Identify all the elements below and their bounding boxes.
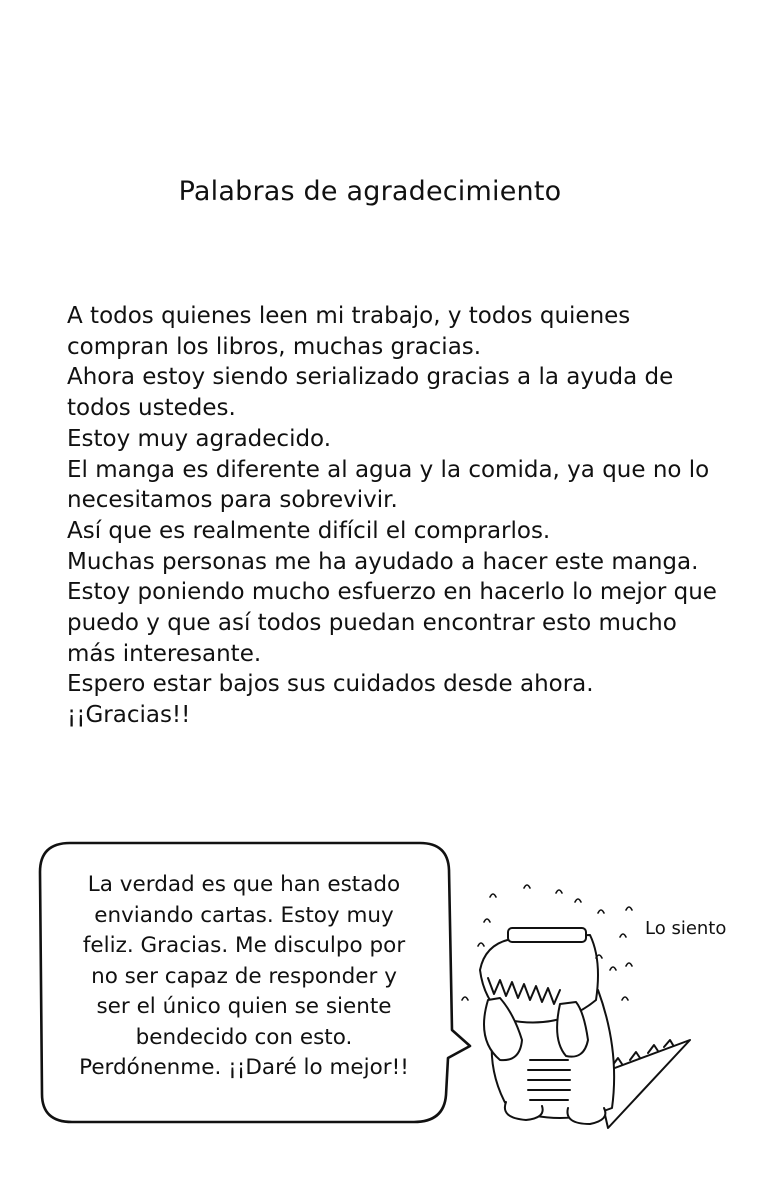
body-line: todos ustedes. <box>67 395 236 422</box>
speech-bubble-text <box>64 870 424 1084</box>
body-line: Estoy poniendo mucho esfuerzo en hacerlo lo mejor que <box>67 579 717 606</box>
body-line: ¡¡Gracias!! <box>67 702 191 729</box>
body-line: más interesante. <box>67 640 262 667</box>
body-line: Muchas personas me ha ayudado a hacer este manga. <box>67 548 699 575</box>
bubble-line: feliz. Gracias. Me disculpo por <box>82 933 406 958</box>
bubble-line: Perdónenme. ¡¡Daré lo mejor!! <box>79 1055 409 1080</box>
bubble-line: ser el único quien se siente <box>96 994 392 1019</box>
bubble-line: La verdad es que han estado <box>87 872 401 897</box>
crocodile-character <box>480 928 690 1128</box>
body-line: Estoy muy agradecido. <box>67 425 332 452</box>
body-line: El manga es diferente al agua y la comida, ya que no lo <box>67 456 710 483</box>
right-foot <box>567 1108 605 1124</box>
body-line: A todos quienes leen mi trabajo, y todos quienes <box>67 303 631 329</box>
body-line: necesitamos para sobrevivir. <box>67 487 398 514</box>
goggles <box>508 928 586 942</box>
body-line: Ahora estoy siendo serializado gracias a la ayuda de <box>67 364 674 391</box>
body-line: Así que es realmente difícil el comprarlos. <box>67 517 551 544</box>
bubble-line: bendecido con esto. <box>135 1024 353 1050</box>
body-line: puedo y que así todos puedan encontrar esto mucho <box>67 610 677 637</box>
bubble-line: no ser capaz de responder y <box>91 963 397 989</box>
body-line: compran los libros, muchas gracias. <box>67 333 482 360</box>
page-title: Palabras de agradecimiento <box>178 176 562 207</box>
bubble-line: enviando cartas. Estoy muy <box>94 902 394 928</box>
sound-effect-text: Lo siento <box>645 918 727 939</box>
body-line: Espero estar bajos sus cuidados desde ahora. <box>67 671 594 698</box>
